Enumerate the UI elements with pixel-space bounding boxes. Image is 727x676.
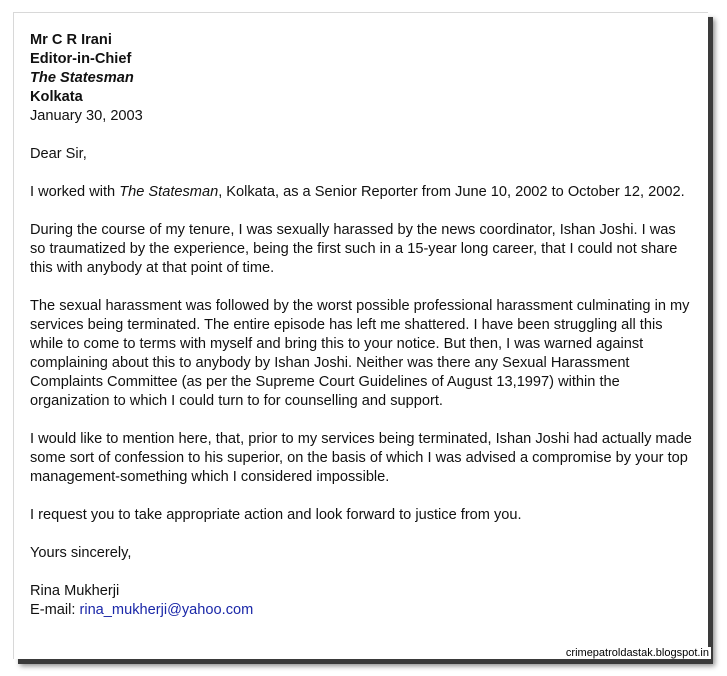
recipient-title: Editor-in-Chief: [30, 51, 132, 67]
letter-sheet: [13, 12, 708, 659]
paragraph-confession: I would like to mention here, that, prior to my services being terminated, Ishan Joshi had actually made some sort of confession to his superior, on the basis of which I was advised a compromise by your top management-something which I considered impossible.: [30, 431, 692, 485]
paragraph-harassment: During the course of my tenure, I was sexually harassed by the news coordinator, Ishan Joshi. I was so traumatized by the experience, being the first such in a 15-year long career, that I could not share this with anybody at that point of time.: [30, 222, 678, 276]
recipient-name: Mr C R Irani: [30, 32, 112, 48]
paragraph-termination: The sexual harassment was followed by the worst possible professional harassment culminating in my services being terminated. The entire episode has left me shattered. I have been struggling all this while to come to terms with myself and bring this to your notice. But then, I was warned against complaining about this to anybody by Ishan Joshi. Neither was there any Sexual Harassment Complaints Committee (as per the Supreme Court Guidelines of August 13,1997) within the organization to which I could turn to for counselling and support.: [30, 298, 690, 409]
signature-email-line: [30, 601, 694, 620]
recipient-city: Kolkata: [30, 89, 83, 105]
paragraph-employment: [30, 183, 694, 202]
letter-body: [30, 31, 694, 620]
paragraph-employment-text-start: I worked with: [30, 184, 120, 200]
paragraph-request: I request you to take appropriate action and look forward to justice from you.: [30, 507, 522, 523]
closing: Yours sincerely,: [30, 545, 132, 561]
salutation: Dear Sir,: [30, 146, 87, 162]
email-label: E-mail:: [30, 602, 80, 618]
signature-name: Rina Mukherji: [30, 583, 120, 599]
paragraph-employment-text-end: , Kolkata, as a Senior Reporter from June 10, 2002 to October 12, 2002.: [218, 184, 685, 200]
letter-date: January 30, 2003: [30, 108, 143, 124]
recipient-publication: The Statesman: [30, 70, 134, 86]
watermark: crimepatroldastak.blogspot.in: [565, 647, 709, 659]
email-link[interactable]: rina_mukherji@yahoo.com: [79, 602, 254, 618]
signature-block: [30, 582, 694, 620]
recipient-block: [30, 31, 694, 126]
paragraph-employment-publication: The Statesman: [119, 184, 219, 200]
